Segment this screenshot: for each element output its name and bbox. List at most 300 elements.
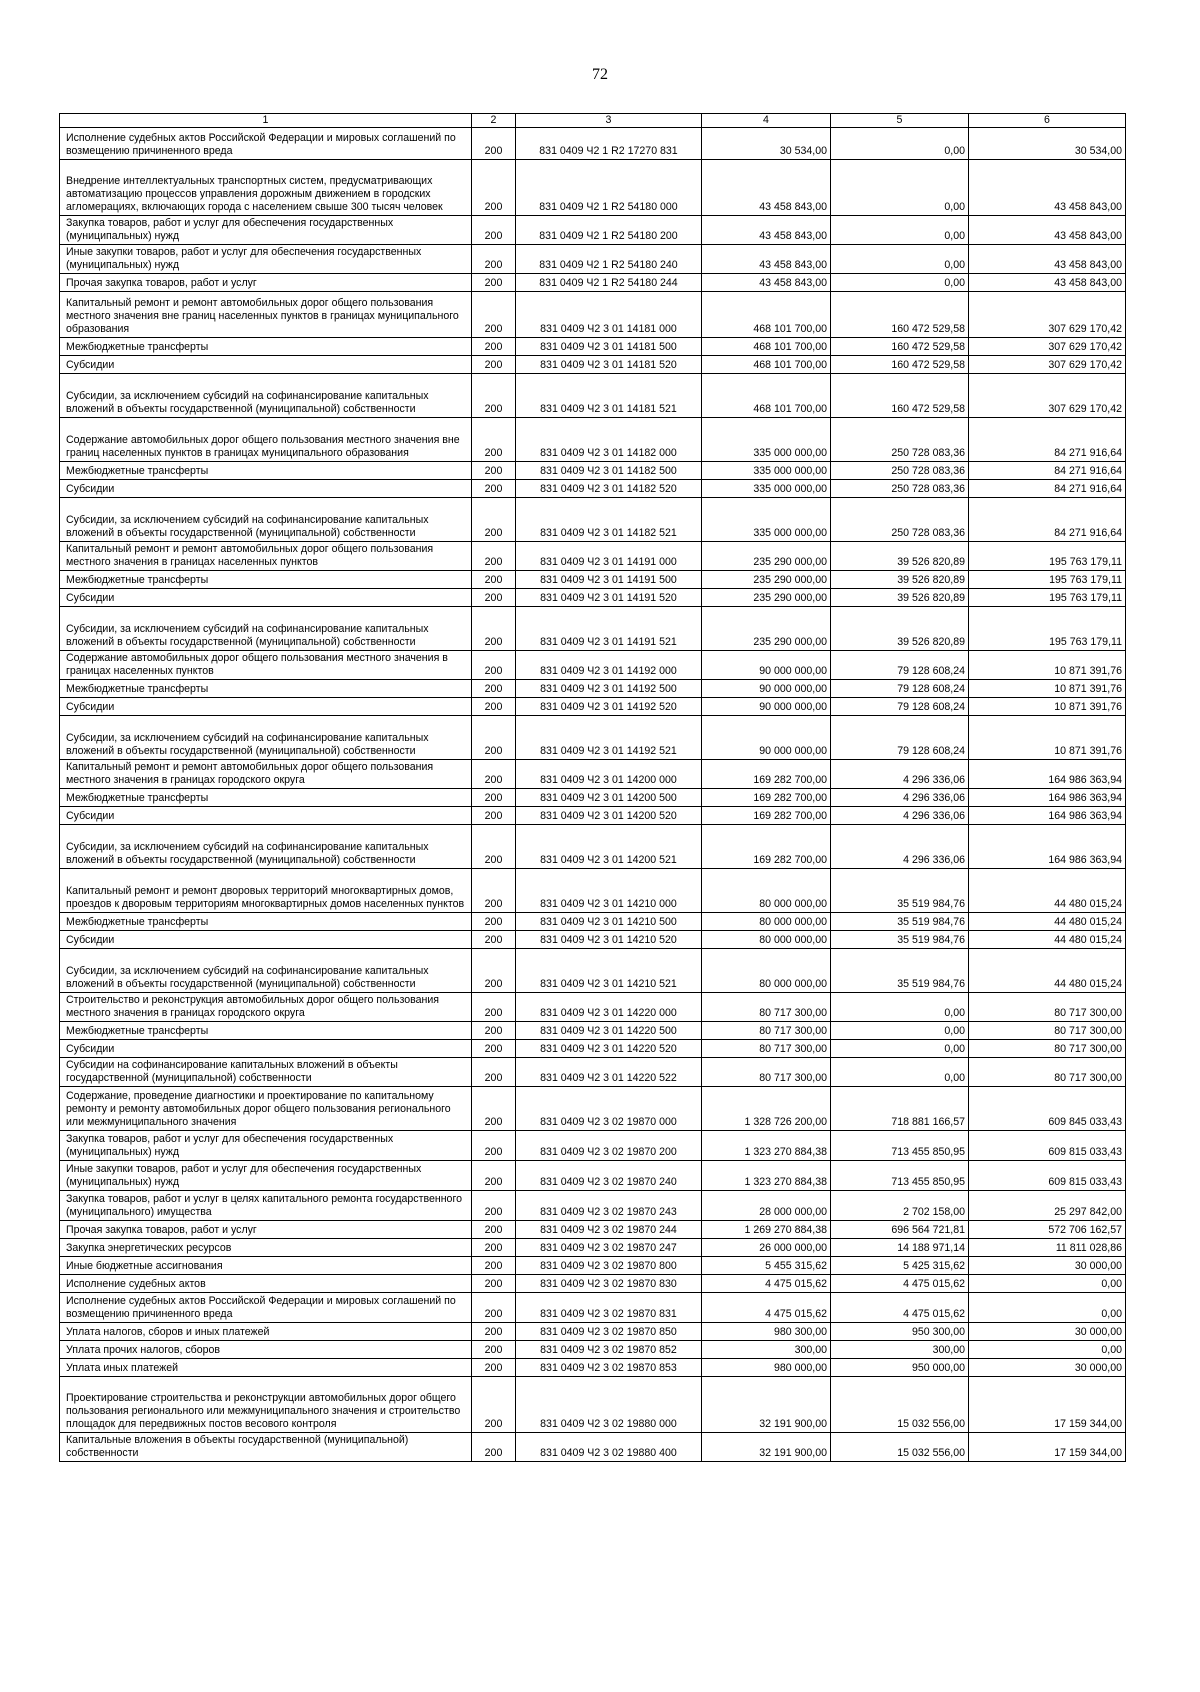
table-row xyxy=(60,651,1126,680)
row-name: Исполнение судебных актов xyxy=(60,1275,472,1293)
row-classification-code: 831 0409 Ч2 3 02 19870 800 xyxy=(516,1257,702,1275)
row-line-code: 200 xyxy=(472,245,516,274)
row-line-code: 200 xyxy=(472,292,516,338)
row-approved-amount: 43 458 843,00 xyxy=(702,245,831,274)
row-line-code: 200 xyxy=(472,589,516,607)
row-unexecuted-amount: 195 763 179,11 xyxy=(969,571,1126,589)
row-unexecuted-amount: 43 458 843,00 xyxy=(969,160,1126,216)
row-classification-code: 831 0409 Ч2 3 01 14191 520 xyxy=(516,589,702,607)
table-row xyxy=(60,160,1126,216)
row-approved-amount: 26 000 000,00 xyxy=(702,1239,831,1257)
table-row xyxy=(60,462,1126,480)
row-classification-code: 831 0409 Ч2 1 R2 54180 200 xyxy=(516,216,702,245)
row-unexecuted-amount: 195 763 179,11 xyxy=(969,589,1126,607)
row-approved-amount: 468 101 700,00 xyxy=(702,292,831,338)
header-cell: 6 xyxy=(969,114,1126,128)
row-name: Уплата иных платежей xyxy=(60,1359,472,1377)
row-line-code: 200 xyxy=(472,128,516,160)
table-row xyxy=(60,1257,1126,1275)
table-row xyxy=(60,1433,1126,1462)
row-approved-amount: 43 458 843,00 xyxy=(702,216,831,245)
row-line-code: 200 xyxy=(472,338,516,356)
row-line-code: 200 xyxy=(472,571,516,589)
row-name: Субсидии, за исключением субсидий на софинансирование капитальных вложений в объекты государственной (муниципальной) собственности xyxy=(60,825,472,869)
table-row xyxy=(60,1341,1126,1359)
row-executed-amount: 79 128 608,24 xyxy=(831,680,969,698)
row-unexecuted-amount: 84 271 916,64 xyxy=(969,498,1126,542)
row-classification-code: 831 0409 Ч2 3 02 19880 000 xyxy=(516,1377,702,1433)
row-line-code: 200 xyxy=(472,480,516,498)
row-approved-amount: 80 717 300,00 xyxy=(702,1040,831,1058)
table-row xyxy=(60,993,1126,1022)
row-approved-amount: 28 000 000,00 xyxy=(702,1191,831,1221)
row-line-code: 200 xyxy=(472,374,516,418)
table-row xyxy=(60,913,1126,931)
column-number-header xyxy=(60,114,1126,128)
row-classification-code: 831 0409 Ч2 1 R2 54180 244 xyxy=(516,274,702,292)
row-executed-amount: 160 472 529,58 xyxy=(831,356,969,374)
table-row xyxy=(60,716,1126,760)
row-unexecuted-amount: 43 458 843,00 xyxy=(969,245,1126,274)
row-executed-amount: 250 728 083,36 xyxy=(831,462,969,480)
row-unexecuted-amount: 44 480 015,24 xyxy=(969,913,1126,931)
row-executed-amount: 696 564 721,81 xyxy=(831,1221,969,1239)
header-cell: 3 xyxy=(516,114,702,128)
header-cell: 5 xyxy=(831,114,969,128)
row-name: Межбюджетные трансферты xyxy=(60,1022,472,1040)
row-executed-amount: 4 475 015,62 xyxy=(831,1275,969,1293)
row-executed-amount: 4 475 015,62 xyxy=(831,1293,969,1323)
row-executed-amount: 250 728 083,36 xyxy=(831,418,969,462)
row-line-code: 200 xyxy=(472,498,516,542)
row-executed-amount: 718 881 166,57 xyxy=(831,1087,969,1131)
row-approved-amount: 335 000 000,00 xyxy=(702,480,831,498)
row-classification-code: 831 0409 Ч2 3 01 14191 000 xyxy=(516,542,702,571)
table-row xyxy=(60,807,1126,825)
row-classification-code: 831 0409 Ч2 3 02 19870 200 xyxy=(516,1131,702,1161)
row-classification-code: 831 0409 Ч2 3 01 14220 520 xyxy=(516,1040,702,1058)
table-row xyxy=(60,480,1126,498)
table-row xyxy=(60,789,1126,807)
row-approved-amount: 43 458 843,00 xyxy=(702,274,831,292)
row-line-code: 200 xyxy=(472,1293,516,1323)
row-unexecuted-amount: 80 717 300,00 xyxy=(969,993,1126,1022)
table-row xyxy=(60,356,1126,374)
row-line-code: 200 xyxy=(472,1377,516,1433)
row-name: Закупка товаров, работ и услуг для обеспечения государственных (муниципальных) нужд xyxy=(60,216,472,245)
table-row xyxy=(60,760,1126,789)
table-row xyxy=(60,1131,1126,1161)
row-unexecuted-amount: 80 717 300,00 xyxy=(969,1022,1126,1040)
row-line-code: 200 xyxy=(472,418,516,462)
row-classification-code: 831 0409 Ч2 3 01 14182 521 xyxy=(516,498,702,542)
row-executed-amount: 0,00 xyxy=(831,1058,969,1087)
row-classification-code: 831 0409 Ч2 3 01 14191 521 xyxy=(516,607,702,651)
row-executed-amount: 160 472 529,58 xyxy=(831,374,969,418)
row-classification-code: 831 0409 Ч2 3 01 14182 520 xyxy=(516,480,702,498)
row-unexecuted-amount: 84 271 916,64 xyxy=(969,480,1126,498)
table-row xyxy=(60,1161,1126,1191)
row-approved-amount: 1 323 270 884,38 xyxy=(702,1161,831,1191)
row-approved-amount: 32 191 900,00 xyxy=(702,1433,831,1462)
budget-execution-table xyxy=(59,113,1126,1462)
row-unexecuted-amount: 164 986 363,94 xyxy=(969,789,1126,807)
row-line-code: 200 xyxy=(472,1433,516,1462)
row-executed-amount: 5 425 315,62 xyxy=(831,1257,969,1275)
row-unexecuted-amount: 10 871 391,76 xyxy=(969,716,1126,760)
row-classification-code: 831 0409 Ч2 3 01 14220 500 xyxy=(516,1022,702,1040)
row-name: Капитальный ремонт и ремонт автомобильных дорог общего пользования местного значения в границах городского округа xyxy=(60,760,472,789)
row-line-code: 200 xyxy=(472,1257,516,1275)
row-line-code: 200 xyxy=(472,1221,516,1239)
table-row xyxy=(60,374,1126,418)
row-name: Прочая закупка товаров, работ и услуг xyxy=(60,1221,472,1239)
row-unexecuted-amount: 0,00 xyxy=(969,1293,1126,1323)
row-executed-amount: 160 472 529,58 xyxy=(831,338,969,356)
table-row xyxy=(60,1221,1126,1239)
row-approved-amount: 80 717 300,00 xyxy=(702,993,831,1022)
row-line-code: 200 xyxy=(472,651,516,680)
table-row xyxy=(60,1293,1126,1323)
row-unexecuted-amount: 164 986 363,94 xyxy=(969,807,1126,825)
row-executed-amount: 79 128 608,24 xyxy=(831,716,969,760)
row-approved-amount: 335 000 000,00 xyxy=(702,462,831,480)
row-approved-amount: 43 458 843,00 xyxy=(702,160,831,216)
row-executed-amount: 14 188 971,14 xyxy=(831,1239,969,1257)
row-approved-amount: 235 290 000,00 xyxy=(702,542,831,571)
row-unexecuted-amount: 80 717 300,00 xyxy=(969,1058,1126,1087)
row-approved-amount: 4 475 015,62 xyxy=(702,1293,831,1323)
row-classification-code: 831 0409 Ч2 3 01 14181 520 xyxy=(516,356,702,374)
row-line-code: 200 xyxy=(472,1275,516,1293)
row-name: Иные закупки товаров, работ и услуг для обеспечения государственных (муниципальных) нужд xyxy=(60,245,472,274)
row-name: Субсидии xyxy=(60,1040,472,1058)
row-executed-amount: 300,00 xyxy=(831,1341,969,1359)
row-line-code: 200 xyxy=(472,716,516,760)
row-unexecuted-amount: 30 000,00 xyxy=(969,1323,1126,1341)
row-line-code: 200 xyxy=(472,607,516,651)
row-unexecuted-amount: 43 458 843,00 xyxy=(969,216,1126,245)
table-row xyxy=(60,869,1126,913)
row-approved-amount: 1 328 726 200,00 xyxy=(702,1087,831,1131)
row-line-code: 200 xyxy=(472,356,516,374)
row-name: Субсидии xyxy=(60,807,472,825)
row-unexecuted-amount: 164 986 363,94 xyxy=(969,825,1126,869)
table-row xyxy=(60,1040,1126,1058)
row-approved-amount: 90 000 000,00 xyxy=(702,651,831,680)
row-unexecuted-amount: 164 986 363,94 xyxy=(969,760,1126,789)
row-name: Субсидии, за исключением субсидий на софинансирование капитальных вложений в объекты государственной (муниципальной) собственности xyxy=(60,716,472,760)
row-line-code: 200 xyxy=(472,1022,516,1040)
table-row xyxy=(60,1058,1126,1087)
row-approved-amount: 80 717 300,00 xyxy=(702,1022,831,1040)
row-unexecuted-amount: 44 480 015,24 xyxy=(969,931,1126,949)
row-unexecuted-amount: 30 534,00 xyxy=(969,128,1126,160)
row-name: Строительство и реконструкция автомобильных дорог общего пользования местного значения в границах городского округа xyxy=(60,993,472,1022)
row-classification-code: 831 0409 Ч2 3 01 14192 500 xyxy=(516,680,702,698)
row-name: Капитальный ремонт и ремонт автомобильных дорог общего пользования местного значения в границах населенных пунктов xyxy=(60,542,472,571)
row-unexecuted-amount: 0,00 xyxy=(969,1341,1126,1359)
row-approved-amount: 80 717 300,00 xyxy=(702,1058,831,1087)
row-classification-code: 831 0409 Ч2 3 01 14210 521 xyxy=(516,949,702,993)
row-approved-amount: 300,00 xyxy=(702,1341,831,1359)
row-name: Субсидии, за исключением субсидий на софинансирование капитальных вложений в объекты государственной (муниципальной) собственности xyxy=(60,607,472,651)
row-classification-code: 831 0409 Ч2 1 R2 17270 831 xyxy=(516,128,702,160)
table-row xyxy=(60,1377,1126,1433)
table-row xyxy=(60,680,1126,698)
row-name: Субсидии xyxy=(60,931,472,949)
row-name: Капитальные вложения в объекты государственной (муниципальной) собственности xyxy=(60,1433,472,1462)
row-classification-code: 831 0409 Ч2 3 02 19870 240 xyxy=(516,1161,702,1191)
row-name: Субсидии xyxy=(60,698,472,716)
row-executed-amount: 713 455 850,95 xyxy=(831,1131,969,1161)
row-executed-amount: 15 032 556,00 xyxy=(831,1377,969,1433)
row-name: Субсидии xyxy=(60,356,472,374)
header-cell: 1 xyxy=(60,114,472,128)
row-name: Межбюджетные трансферты xyxy=(60,462,472,480)
row-executed-amount: 39 526 820,89 xyxy=(831,542,969,571)
header-cell: 4 xyxy=(702,114,831,128)
row-unexecuted-amount: 84 271 916,64 xyxy=(969,418,1126,462)
table-row xyxy=(60,1275,1126,1293)
row-classification-code: 831 0409 Ч2 3 02 19870 831 xyxy=(516,1293,702,1323)
row-executed-amount: 35 519 984,76 xyxy=(831,869,969,913)
row-executed-amount: 79 128 608,24 xyxy=(831,651,969,680)
table-row xyxy=(60,607,1126,651)
row-name: Субсидии, за исключением субсидий на софинансирование капитальных вложений в объекты государственной (муниципальной) собственности xyxy=(60,498,472,542)
row-executed-amount: 2 702 158,00 xyxy=(831,1191,969,1221)
row-line-code: 200 xyxy=(472,1161,516,1191)
table-row xyxy=(60,589,1126,607)
table-row xyxy=(60,949,1126,993)
row-name: Межбюджетные трансферты xyxy=(60,913,472,931)
row-unexecuted-amount: 609 815 033,43 xyxy=(969,1161,1126,1191)
row-executed-amount: 0,00 xyxy=(831,274,969,292)
row-approved-amount: 80 000 000,00 xyxy=(702,913,831,931)
row-line-code: 200 xyxy=(472,1040,516,1058)
row-line-code: 200 xyxy=(472,274,516,292)
row-classification-code: 831 0409 Ч2 3 01 14220 522 xyxy=(516,1058,702,1087)
row-name: Межбюджетные трансферты xyxy=(60,571,472,589)
row-executed-amount: 250 728 083,36 xyxy=(831,480,969,498)
row-approved-amount: 468 101 700,00 xyxy=(702,356,831,374)
row-classification-code: 831 0409 Ч2 3 01 14192 520 xyxy=(516,698,702,716)
row-line-code: 200 xyxy=(472,993,516,1022)
table-row xyxy=(60,1191,1126,1221)
row-line-code: 200 xyxy=(472,869,516,913)
row-classification-code: 831 0409 Ч2 3 01 14192 521 xyxy=(516,716,702,760)
row-classification-code: 831 0409 Ч2 3 01 14200 500 xyxy=(516,789,702,807)
table-row xyxy=(60,338,1126,356)
row-name: Исполнение судебных актов Российской Федерации и мировых соглашений по возмещению причиненного вреда xyxy=(60,128,472,160)
row-approved-amount: 5 455 315,62 xyxy=(702,1257,831,1275)
row-name: Субсидии xyxy=(60,589,472,607)
row-classification-code: 831 0409 Ч2 3 01 14220 000 xyxy=(516,993,702,1022)
row-unexecuted-amount: 572 706 162,57 xyxy=(969,1221,1126,1239)
row-executed-amount: 250 728 083,36 xyxy=(831,498,969,542)
row-name: Проектирование строительства и реконструкции автомобильных дорог общего пользования регионального или межмуниципального значения и строительство площадок для передвижных постов весового контроля xyxy=(60,1377,472,1433)
row-approved-amount: 169 282 700,00 xyxy=(702,760,831,789)
row-classification-code: 831 0409 Ч2 3 02 19870 244 xyxy=(516,1221,702,1239)
row-executed-amount: 160 472 529,58 xyxy=(831,292,969,338)
row-name: Содержание автомобильных дорог общего пользования местного значения вне границ населенных пунктов в границах муниципального образования xyxy=(60,418,472,462)
row-line-code: 200 xyxy=(472,1323,516,1341)
row-approved-amount: 90 000 000,00 xyxy=(702,698,831,716)
row-unexecuted-amount: 84 271 916,64 xyxy=(969,462,1126,480)
row-classification-code: 831 0409 Ч2 3 01 14181 000 xyxy=(516,292,702,338)
table-row xyxy=(60,698,1126,716)
row-classification-code: 831 0409 Ч2 1 R2 54180 000 xyxy=(516,160,702,216)
row-classification-code: 831 0409 Ч2 3 02 19880 400 xyxy=(516,1433,702,1462)
table-row xyxy=(60,274,1126,292)
row-executed-amount: 0,00 xyxy=(831,1040,969,1058)
row-line-code: 200 xyxy=(472,949,516,993)
row-unexecuted-amount: 10 871 391,76 xyxy=(969,698,1126,716)
table-row xyxy=(60,292,1126,338)
row-unexecuted-amount: 609 845 033,43 xyxy=(969,1087,1126,1131)
table-row xyxy=(60,1239,1126,1257)
row-unexecuted-amount: 307 629 170,42 xyxy=(969,356,1126,374)
row-classification-code: 831 0409 Ч2 3 01 14182 500 xyxy=(516,462,702,480)
row-classification-code: 831 0409 Ч2 3 01 14181 521 xyxy=(516,374,702,418)
row-approved-amount: 4 475 015,62 xyxy=(702,1275,831,1293)
row-line-code: 200 xyxy=(472,1191,516,1221)
row-classification-code: 831 0409 Ч2 3 02 19870 247 xyxy=(516,1239,702,1257)
row-classification-code: 831 0409 Ч2 3 01 14210 500 xyxy=(516,913,702,931)
table-row xyxy=(60,498,1126,542)
row-approved-amount: 1 269 270 884,38 xyxy=(702,1221,831,1239)
table-row xyxy=(60,542,1126,571)
row-approved-amount: 980 300,00 xyxy=(702,1323,831,1341)
row-classification-code: 831 0409 Ч2 1 R2 54180 240 xyxy=(516,245,702,274)
row-approved-amount: 1 323 270 884,38 xyxy=(702,1131,831,1161)
row-approved-amount: 335 000 000,00 xyxy=(702,418,831,462)
row-unexecuted-amount: 307 629 170,42 xyxy=(969,338,1126,356)
row-classification-code: 831 0409 Ч2 3 01 14181 500 xyxy=(516,338,702,356)
row-name: Субсидии на софинансирование капитальных вложений в объекты государственной (муниципальной) собственности xyxy=(60,1058,472,1087)
row-unexecuted-amount: 195 763 179,11 xyxy=(969,542,1126,571)
table-row xyxy=(60,1087,1126,1131)
row-executed-amount: 950 000,00 xyxy=(831,1359,969,1377)
row-approved-amount: 90 000 000,00 xyxy=(702,716,831,760)
row-executed-amount: 39 526 820,89 xyxy=(831,589,969,607)
row-unexecuted-amount: 44 480 015,24 xyxy=(969,869,1126,913)
row-line-code: 200 xyxy=(472,1359,516,1377)
row-classification-code: 831 0409 Ч2 3 02 19870 853 xyxy=(516,1359,702,1377)
row-classification-code: 831 0409 Ч2 3 01 14200 520 xyxy=(516,807,702,825)
row-classification-code: 831 0409 Ч2 3 01 14192 000 xyxy=(516,651,702,680)
row-name: Закупка товаров, работ и услуг для обеспечения государственных (муниципальных) нужд xyxy=(60,1131,472,1161)
row-approved-amount: 80 000 000,00 xyxy=(702,931,831,949)
row-unexecuted-amount: 195 763 179,11 xyxy=(969,607,1126,651)
row-name: Межбюджетные трансферты xyxy=(60,338,472,356)
row-approved-amount: 32 191 900,00 xyxy=(702,1377,831,1433)
table-row xyxy=(60,418,1126,462)
row-executed-amount: 4 296 336,06 xyxy=(831,807,969,825)
row-approved-amount: 90 000 000,00 xyxy=(702,680,831,698)
row-executed-amount: 15 032 556,00 xyxy=(831,1433,969,1462)
row-line-code: 200 xyxy=(472,1341,516,1359)
row-name: Иные бюджетные ассигнования xyxy=(60,1257,472,1275)
row-executed-amount: 713 455 850,95 xyxy=(831,1161,969,1191)
row-approved-amount: 468 101 700,00 xyxy=(702,338,831,356)
row-executed-amount: 0,00 xyxy=(831,160,969,216)
row-name: Внедрение интеллектуальных транспортных систем, предусматривающих автоматизацию процессов управления дорожным движением в городских агломерациях, включающих города с населением свыше 300 тысяч человек xyxy=(60,160,472,216)
row-approved-amount: 30 534,00 xyxy=(702,128,831,160)
row-unexecuted-amount: 307 629 170,42 xyxy=(969,374,1126,418)
row-name: Капитальный ремонт и ремонт дворовых территорий многоквартирных домов, проездов к дворовым территориям многоквартирных домов населенных пунктов xyxy=(60,869,472,913)
row-name: Субсидии, за исключением субсидий на софинансирование капитальных вложений в объекты государственной (муниципальной) собственности xyxy=(60,949,472,993)
row-classification-code: 831 0409 Ч2 3 01 14191 500 xyxy=(516,571,702,589)
row-unexecuted-amount: 25 297 842,00 xyxy=(969,1191,1126,1221)
row-unexecuted-amount: 609 815 033,43 xyxy=(969,1131,1126,1161)
row-classification-code: 831 0409 Ч2 3 02 19870 852 xyxy=(516,1341,702,1359)
header-cell: 2 xyxy=(472,114,516,128)
row-unexecuted-amount: 11 811 028,86 xyxy=(969,1239,1126,1257)
row-classification-code: 831 0409 Ч2 3 01 14200 000 xyxy=(516,760,702,789)
row-line-code: 200 xyxy=(472,698,516,716)
table-row xyxy=(60,931,1126,949)
row-line-code: 200 xyxy=(472,1058,516,1087)
row-line-code: 200 xyxy=(472,913,516,931)
table-row xyxy=(60,216,1126,245)
row-executed-amount: 4 296 336,06 xyxy=(831,760,969,789)
row-approved-amount: 235 290 000,00 xyxy=(702,571,831,589)
row-executed-amount: 0,00 xyxy=(831,128,969,160)
table-row xyxy=(60,1022,1126,1040)
row-classification-code: 831 0409 Ч2 3 02 19870 000 xyxy=(516,1087,702,1131)
row-line-code: 200 xyxy=(472,1087,516,1131)
row-line-code: 200 xyxy=(472,216,516,245)
row-executed-amount: 35 519 984,76 xyxy=(831,931,969,949)
row-executed-amount: 4 296 336,06 xyxy=(831,825,969,869)
row-unexecuted-amount: 43 458 843,00 xyxy=(969,274,1126,292)
row-name: Закупка энергетических ресурсов xyxy=(60,1239,472,1257)
table-row xyxy=(60,571,1126,589)
row-line-code: 200 xyxy=(472,760,516,789)
row-executed-amount: 35 519 984,76 xyxy=(831,949,969,993)
row-classification-code: 831 0409 Ч2 3 01 14210 520 xyxy=(516,931,702,949)
row-unexecuted-amount: 10 871 391,76 xyxy=(969,651,1126,680)
row-name: Иные закупки товаров, работ и услуг для обеспечения государственных (муниципальных) нужд xyxy=(60,1161,472,1191)
table-row xyxy=(60,245,1126,274)
row-executed-amount: 39 526 820,89 xyxy=(831,607,969,651)
row-approved-amount: 169 282 700,00 xyxy=(702,807,831,825)
row-line-code: 200 xyxy=(472,931,516,949)
row-approved-amount: 235 290 000,00 xyxy=(702,607,831,651)
row-line-code: 200 xyxy=(472,1239,516,1257)
row-unexecuted-amount: 307 629 170,42 xyxy=(969,292,1126,338)
row-executed-amount: 35 519 984,76 xyxy=(831,913,969,931)
row-line-code: 200 xyxy=(472,542,516,571)
row-approved-amount: 980 000,00 xyxy=(702,1359,831,1377)
row-line-code: 200 xyxy=(472,825,516,869)
row-line-code: 200 xyxy=(472,680,516,698)
row-unexecuted-amount: 17 159 344,00 xyxy=(969,1377,1126,1433)
row-name: Содержание, проведение диагностики и проектирование по капитальному ремонту и ремонту автомобильных дорог общего пользования регионального или межмуниципального значения xyxy=(60,1087,472,1131)
page-number: 72 xyxy=(592,66,608,83)
row-name: Исполнение судебных актов Российской Федерации и мировых соглашений по возмещению причиненного вреда xyxy=(60,1293,472,1323)
row-line-code: 200 xyxy=(472,160,516,216)
row-unexecuted-amount: 0,00 xyxy=(969,1275,1126,1293)
row-unexecuted-amount: 10 871 391,76 xyxy=(969,680,1126,698)
row-name: Прочая закупка товаров, работ и услуг xyxy=(60,274,472,292)
row-executed-amount: 39 526 820,89 xyxy=(831,571,969,589)
row-approved-amount: 335 000 000,00 xyxy=(702,498,831,542)
row-name: Межбюджетные трансферты xyxy=(60,789,472,807)
row-executed-amount: 0,00 xyxy=(831,993,969,1022)
row-executed-amount: 950 300,00 xyxy=(831,1323,969,1341)
